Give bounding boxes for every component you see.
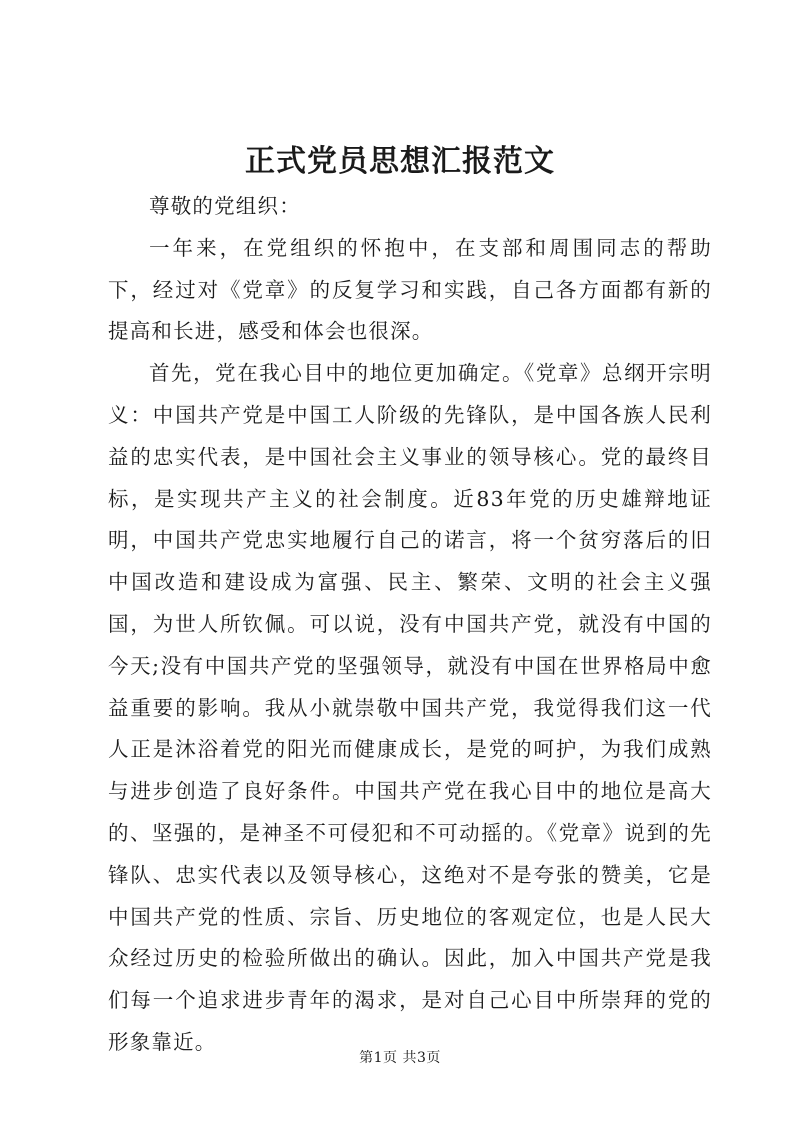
paragraph-first-point: 首先，党在我心目中的地位更加确定。《党章》总纲开宗明义：中国共产党是中国工人阶级的先锋队，是中国各族人民利益的忠实代表，是中国社会主义事业的领导核心。党的最终目标，是实现共产主义的社会制度。近83年党的历史雄辩地证明，中国共产党忠实地履行自己的诺言，将一个贫穷落后的旧中国改造和建设成为富强、民主、繁荣、文明的社会主义强国，为世人所钦佩。可以说，没有中国共产党，就没有中国的今天;没有中国共产党的坚强领导，就没有中国在世界格局中愈益重要的影响。我从小就崇敬中国共产党，我觉得我们这一代人正是沐浴着党的阳光而健康成长，是党的呵护，为我们成熟与进步创造了良好条件。中国共产党在我心目中的地位是高大的、坚强的，是神圣不可侵犯和不可动摇的。《党章》说到的先锋队、忠实代表以及领导核心，这绝对不是夸张的赞美，它是中国共产党的性质、宗旨、历史地位的客观定位，也是人民大众经过历史的检验所做出的确认。因此，加入中国共产党是我们每一个追求进步青年的渴求，是对自己心目中所崇拜的党的形象靠近。 — [108, 361, 712, 1054]
page-number-footer: 第1页 共3页 — [359, 1050, 441, 1066]
document-title: 正式党员思想汇报范文 — [245, 144, 555, 179]
paragraph-intro: 一年来，在党组织的怀抱中，在支部和周围同志的帮助下，经过对《党章》的反复学习和实践，自己各方面都有新的提高和长进，感受和体会也很深。 — [108, 235, 712, 344]
salutation: 尊敬的党组织： — [149, 194, 301, 218]
document-body — [108, 186, 712, 1064]
